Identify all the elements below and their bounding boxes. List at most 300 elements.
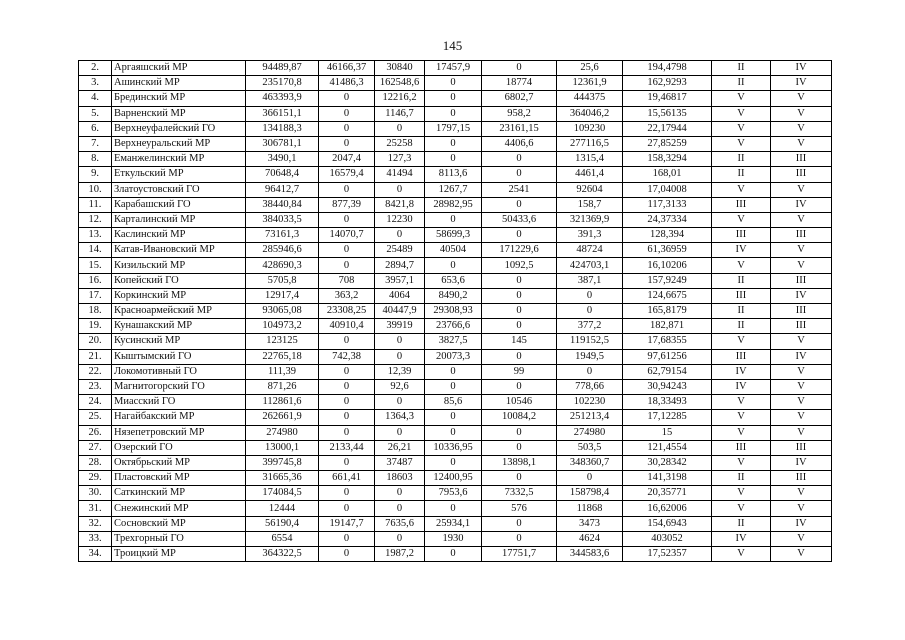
value-c-cell: 0 xyxy=(425,258,482,273)
class-a-cell: V xyxy=(712,425,771,440)
value-c-cell: 1930 xyxy=(425,531,482,546)
index-value-cell: 27,85259 xyxy=(623,136,712,151)
class-b-cell: IV xyxy=(771,197,832,212)
value-total-cell: 274980 xyxy=(246,425,319,440)
table-row xyxy=(79,288,832,303)
value-b-cell: 3957,1 xyxy=(375,273,425,288)
municipality-name-cell: Сосновский МР xyxy=(112,516,246,531)
table-row xyxy=(79,349,832,364)
row-number-cell: 30. xyxy=(79,486,112,501)
row-number-cell: 2. xyxy=(79,61,112,76)
value-b-cell: 25258 xyxy=(375,136,425,151)
value-total-cell: 94489,87 xyxy=(246,61,319,76)
value-a-cell: 0 xyxy=(319,91,375,106)
class-b-cell: III xyxy=(771,319,832,334)
value-a-cell: 0 xyxy=(319,425,375,440)
municipality-name-cell: Октябрьский МР xyxy=(112,455,246,470)
municipality-name-cell: Нагайбакский МР xyxy=(112,410,246,425)
row-number-cell: 28. xyxy=(79,455,112,470)
class-a-cell: V xyxy=(712,106,771,121)
value-c-cell: 0 xyxy=(425,76,482,91)
value-total-cell: 104973,2 xyxy=(246,319,319,334)
row-number-cell: 29. xyxy=(79,471,112,486)
municipality-name-cell: Пластовский МР xyxy=(112,471,246,486)
index-value-cell: 141,3198 xyxy=(623,471,712,486)
value-c-cell: 0 xyxy=(425,91,482,106)
value-d-cell: 23161,15 xyxy=(482,121,557,136)
value-a-cell: 877,39 xyxy=(319,197,375,212)
class-b-cell: III xyxy=(771,304,832,319)
municipality-name-cell: Троицкий МР xyxy=(112,547,246,562)
class-b-cell: V xyxy=(771,395,832,410)
value-d-cell: 18774 xyxy=(482,76,557,91)
index-value-cell: 20,35771 xyxy=(623,486,712,501)
value-e-cell: 48724 xyxy=(557,243,623,258)
row-number-cell: 17. xyxy=(79,288,112,303)
value-e-cell: 377,2 xyxy=(557,319,623,334)
table-row xyxy=(79,471,832,486)
value-c-cell: 0 xyxy=(425,106,482,121)
value-c-cell: 653,6 xyxy=(425,273,482,288)
value-e-cell: 424703,1 xyxy=(557,258,623,273)
value-d-cell: 0 xyxy=(482,440,557,455)
index-value-cell: 15,56135 xyxy=(623,106,712,121)
municipality-name-cell: Еманжелинский МР xyxy=(112,152,246,167)
value-a-cell: 0 xyxy=(319,395,375,410)
value-total-cell: 93065,08 xyxy=(246,304,319,319)
value-a-cell: 0 xyxy=(319,531,375,546)
index-value-cell: 157,9249 xyxy=(623,273,712,288)
value-d-cell: 50433,6 xyxy=(482,212,557,227)
table-row xyxy=(79,455,832,470)
class-a-cell: II xyxy=(712,319,771,334)
class-a-cell: II xyxy=(712,273,771,288)
value-e-cell: 11868 xyxy=(557,501,623,516)
class-b-cell: III xyxy=(771,440,832,455)
class-b-cell: V xyxy=(771,531,832,546)
index-value-cell: 17,04008 xyxy=(623,182,712,197)
value-b-cell: 0 xyxy=(375,531,425,546)
class-a-cell: II xyxy=(712,471,771,486)
index-value-cell: 62,79154 xyxy=(623,364,712,379)
index-value-cell: 117,3133 xyxy=(623,197,712,212)
class-a-cell: V xyxy=(712,121,771,136)
value-b-cell: 127,3 xyxy=(375,152,425,167)
value-a-cell: 40910,4 xyxy=(319,319,375,334)
municipality-name-cell: Кыштымский ГО xyxy=(112,349,246,364)
municipality-name-cell: Кунашакский МР xyxy=(112,319,246,334)
class-b-cell: III xyxy=(771,471,832,486)
class-b-cell: III xyxy=(771,228,832,243)
municipality-name-cell: Катав-Ивановский МР xyxy=(112,243,246,258)
value-b-cell: 0 xyxy=(375,395,425,410)
value-e-cell: 0 xyxy=(557,364,623,379)
value-total-cell: 174084,5 xyxy=(246,486,319,501)
municipality-name-cell: Карабашский ГО xyxy=(112,197,246,212)
value-b-cell: 0 xyxy=(375,228,425,243)
value-c-cell: 85,6 xyxy=(425,395,482,410)
index-value-cell: 121,4554 xyxy=(623,440,712,455)
value-e-cell: 92604 xyxy=(557,182,623,197)
municipality-name-cell: Еткульский МР xyxy=(112,167,246,182)
value-c-cell: 0 xyxy=(425,410,482,425)
table-row xyxy=(79,212,832,227)
row-number-cell: 22. xyxy=(79,364,112,379)
value-b-cell: 92,6 xyxy=(375,379,425,394)
value-total-cell: 56190,4 xyxy=(246,516,319,531)
value-total-cell: 364322,5 xyxy=(246,547,319,562)
row-number-cell: 7. xyxy=(79,136,112,151)
value-total-cell: 96412,7 xyxy=(246,182,319,197)
value-total-cell: 428690,3 xyxy=(246,258,319,273)
index-value-cell: 16,10206 xyxy=(623,258,712,273)
value-total-cell: 38440,84 xyxy=(246,197,319,212)
index-value-cell: 128,394 xyxy=(623,228,712,243)
value-e-cell: 1949,5 xyxy=(557,349,623,364)
value-d-cell: 10546 xyxy=(482,395,557,410)
municipality-name-cell: Озерский ГО xyxy=(112,440,246,455)
value-e-cell: 158798,4 xyxy=(557,486,623,501)
table-row xyxy=(79,243,832,258)
class-b-cell: III xyxy=(771,273,832,288)
class-a-cell: III xyxy=(712,440,771,455)
value-b-cell: 0 xyxy=(375,334,425,349)
row-number-cell: 31. xyxy=(79,501,112,516)
value-d-cell: 0 xyxy=(482,471,557,486)
row-number-cell: 21. xyxy=(79,349,112,364)
municipality-name-cell: Златоустовский ГО xyxy=(112,182,246,197)
value-b-cell: 0 xyxy=(375,121,425,136)
class-a-cell: III xyxy=(712,288,771,303)
municipality-name-cell: Красноармейский МР xyxy=(112,304,246,319)
municipality-name-cell: Варненский МР xyxy=(112,106,246,121)
value-a-cell: 0 xyxy=(319,243,375,258)
class-b-cell: V xyxy=(771,334,832,349)
value-total-cell: 262661,9 xyxy=(246,410,319,425)
table-row xyxy=(79,364,832,379)
class-b-cell: III xyxy=(771,167,832,182)
row-number-cell: 16. xyxy=(79,273,112,288)
value-total-cell: 73161,3 xyxy=(246,228,319,243)
value-e-cell: 1315,4 xyxy=(557,152,623,167)
value-total-cell: 12444 xyxy=(246,501,319,516)
municipality-name-cell: Кизильский МР xyxy=(112,258,246,273)
table-row xyxy=(79,395,832,410)
value-e-cell: 109230 xyxy=(557,121,623,136)
index-value-cell: 403052 xyxy=(623,531,712,546)
row-number-cell: 4. xyxy=(79,91,112,106)
table-row xyxy=(79,228,832,243)
value-e-cell: 4461,4 xyxy=(557,167,623,182)
municipality-name-cell: Копейский ГО xyxy=(112,273,246,288)
value-e-cell: 778,66 xyxy=(557,379,623,394)
municipality-name-cell: Нязепетровский МР xyxy=(112,425,246,440)
value-d-cell: 958,2 xyxy=(482,106,557,121)
value-d-cell: 0 xyxy=(482,167,557,182)
index-value-cell: 165,8179 xyxy=(623,304,712,319)
value-c-cell: 25934,1 xyxy=(425,516,482,531)
value-b-cell: 41494 xyxy=(375,167,425,182)
index-value-cell: 30,28342 xyxy=(623,455,712,470)
value-e-cell: 158,7 xyxy=(557,197,623,212)
table-row xyxy=(79,273,832,288)
table-row xyxy=(79,197,832,212)
value-total-cell: 111,39 xyxy=(246,364,319,379)
value-a-cell: 708 xyxy=(319,273,375,288)
value-total-cell: 3490,1 xyxy=(246,152,319,167)
value-total-cell: 112861,6 xyxy=(246,395,319,410)
value-d-cell: 0 xyxy=(482,516,557,531)
value-a-cell: 0 xyxy=(319,455,375,470)
index-value-cell: 194,4798 xyxy=(623,61,712,76)
municipality-name-cell: Миасский ГО xyxy=(112,395,246,410)
class-a-cell: III xyxy=(712,349,771,364)
value-a-cell: 23308,25 xyxy=(319,304,375,319)
value-d-cell: 7332,5 xyxy=(482,486,557,501)
class-b-cell: V xyxy=(771,182,832,197)
value-d-cell: 0 xyxy=(482,304,557,319)
value-b-cell: 4064 xyxy=(375,288,425,303)
municipality-name-cell: Ашинский МР xyxy=(112,76,246,91)
class-a-cell: II xyxy=(712,152,771,167)
value-total-cell: 306781,1 xyxy=(246,136,319,151)
value-d-cell: 0 xyxy=(482,61,557,76)
row-number-cell: 20. xyxy=(79,334,112,349)
value-c-cell: 1797,15 xyxy=(425,121,482,136)
class-b-cell: V xyxy=(771,91,832,106)
row-number-cell: 6. xyxy=(79,121,112,136)
value-a-cell: 0 xyxy=(319,106,375,121)
class-a-cell: III xyxy=(712,197,771,212)
value-b-cell: 12216,2 xyxy=(375,91,425,106)
page-number: 145 xyxy=(442,38,463,53)
value-total-cell: 6554 xyxy=(246,531,319,546)
value-d-cell: 0 xyxy=(482,228,557,243)
class-a-cell: IV xyxy=(712,364,771,379)
value-e-cell: 4624 xyxy=(557,531,623,546)
municipality-name-cell: Каслинский МР xyxy=(112,228,246,243)
value-total-cell: 123125 xyxy=(246,334,319,349)
value-d-cell: 171229,6 xyxy=(482,243,557,258)
value-total-cell: 70648,4 xyxy=(246,167,319,182)
municipality-name-cell: Верхнеуральский МР xyxy=(112,136,246,151)
value-a-cell: 0 xyxy=(319,334,375,349)
value-e-cell: 391,3 xyxy=(557,228,623,243)
class-b-cell: IV xyxy=(771,455,832,470)
index-value-cell: 22,17944 xyxy=(623,121,712,136)
class-b-cell: IV xyxy=(771,349,832,364)
value-c-cell: 10336,95 xyxy=(425,440,482,455)
municipality-name-cell: Магнитогорский ГО xyxy=(112,379,246,394)
municipality-name-cell: Брединский МР xyxy=(112,91,246,106)
class-b-cell: III xyxy=(771,152,832,167)
index-value-cell: 162,9293 xyxy=(623,76,712,91)
value-c-cell: 0 xyxy=(425,455,482,470)
table-row xyxy=(79,121,832,136)
value-d-cell: 13898,1 xyxy=(482,455,557,470)
class-a-cell: V xyxy=(712,501,771,516)
class-a-cell: IV xyxy=(712,379,771,394)
value-d-cell: 0 xyxy=(482,425,557,440)
value-b-cell: 25489 xyxy=(375,243,425,258)
value-a-cell: 0 xyxy=(319,182,375,197)
class-a-cell: IV xyxy=(712,243,771,258)
value-a-cell: 0 xyxy=(319,136,375,151)
value-e-cell: 3473 xyxy=(557,516,623,531)
value-c-cell: 58699,3 xyxy=(425,228,482,243)
municipality-name-cell: Коркинский МР xyxy=(112,288,246,303)
value-total-cell: 12917,4 xyxy=(246,288,319,303)
municipality-name-cell: Локомотивный ГО xyxy=(112,364,246,379)
index-value-cell: 17,52357 xyxy=(623,547,712,562)
row-number-cell: 14. xyxy=(79,243,112,258)
municipality-name-cell: Карталинский МР xyxy=(112,212,246,227)
value-total-cell: 366151,1 xyxy=(246,106,319,121)
value-d-cell: 2541 xyxy=(482,182,557,197)
value-d-cell: 0 xyxy=(482,152,557,167)
value-b-cell: 0 xyxy=(375,425,425,440)
municipality-name-cell: Верхнеуфалейский ГО xyxy=(112,121,246,136)
value-total-cell: 5705,8 xyxy=(246,273,319,288)
value-b-cell: 30840 xyxy=(375,61,425,76)
table-row xyxy=(79,61,832,76)
class-a-cell: IV xyxy=(712,531,771,546)
class-b-cell: V xyxy=(771,258,832,273)
value-e-cell: 0 xyxy=(557,304,623,319)
row-number-cell: 12. xyxy=(79,212,112,227)
value-c-cell: 0 xyxy=(425,212,482,227)
value-b-cell: 1364,3 xyxy=(375,410,425,425)
table-row xyxy=(79,304,832,319)
value-e-cell: 344583,6 xyxy=(557,547,623,562)
table-row xyxy=(79,379,832,394)
table-row xyxy=(79,547,832,562)
index-value-cell: 19,46817 xyxy=(623,91,712,106)
value-a-cell: 0 xyxy=(319,501,375,516)
class-b-cell: IV xyxy=(771,288,832,303)
value-d-cell: 0 xyxy=(482,531,557,546)
value-e-cell: 277116,5 xyxy=(557,136,623,151)
row-number-cell: 10. xyxy=(79,182,112,197)
index-value-cell: 124,6675 xyxy=(623,288,712,303)
row-number-cell: 3. xyxy=(79,76,112,91)
value-c-cell: 28982,95 xyxy=(425,197,482,212)
table-row xyxy=(79,486,832,501)
value-c-cell: 20073,3 xyxy=(425,349,482,364)
class-b-cell: V xyxy=(771,547,832,562)
table-row xyxy=(79,334,832,349)
value-c-cell: 7953,6 xyxy=(425,486,482,501)
class-b-cell: IV xyxy=(771,76,832,91)
value-total-cell: 384033,5 xyxy=(246,212,319,227)
table-row xyxy=(79,91,832,106)
table-row xyxy=(79,531,832,546)
value-c-cell: 23766,6 xyxy=(425,319,482,334)
value-c-cell: 0 xyxy=(425,364,482,379)
value-e-cell: 444375 xyxy=(557,91,623,106)
value-e-cell: 119152,5 xyxy=(557,334,623,349)
row-number-cell: 26. xyxy=(79,425,112,440)
value-total-cell: 871,26 xyxy=(246,379,319,394)
value-b-cell: 162548,6 xyxy=(375,76,425,91)
row-number-cell: 25. xyxy=(79,410,112,425)
row-number-cell: 27. xyxy=(79,440,112,455)
class-b-cell: V xyxy=(771,425,832,440)
class-a-cell: II xyxy=(712,516,771,531)
value-e-cell: 364046,2 xyxy=(557,106,623,121)
index-value-cell: 15 xyxy=(623,425,712,440)
value-e-cell: 387,1 xyxy=(557,273,623,288)
row-number-cell: 15. xyxy=(79,258,112,273)
class-b-cell: V xyxy=(771,379,832,394)
class-a-cell: II xyxy=(712,167,771,182)
table-row xyxy=(79,136,832,151)
index-value-cell: 18,33493 xyxy=(623,395,712,410)
row-number-cell: 34. xyxy=(79,547,112,562)
value-e-cell: 102230 xyxy=(557,395,623,410)
value-b-cell: 0 xyxy=(375,349,425,364)
value-e-cell: 0 xyxy=(557,288,623,303)
value-d-cell: 4406,6 xyxy=(482,136,557,151)
value-a-cell: 742,38 xyxy=(319,349,375,364)
class-a-cell: II xyxy=(712,76,771,91)
value-c-cell: 8490,2 xyxy=(425,288,482,303)
value-a-cell: 0 xyxy=(319,486,375,501)
class-b-cell: IV xyxy=(771,516,832,531)
table-row xyxy=(79,167,832,182)
value-b-cell: 39919 xyxy=(375,319,425,334)
value-e-cell: 321369,9 xyxy=(557,212,623,227)
table-row xyxy=(79,106,832,121)
value-c-cell: 0 xyxy=(425,547,482,562)
value-a-cell: 41486,3 xyxy=(319,76,375,91)
value-c-cell: 0 xyxy=(425,136,482,151)
value-d-cell: 1092,5 xyxy=(482,258,557,273)
value-c-cell: 1267,7 xyxy=(425,182,482,197)
table-row xyxy=(79,258,832,273)
value-d-cell: 17751,7 xyxy=(482,547,557,562)
value-a-cell: 0 xyxy=(319,379,375,394)
value-a-cell: 0 xyxy=(319,121,375,136)
class-b-cell: V xyxy=(771,121,832,136)
value-d-cell: 0 xyxy=(482,273,557,288)
value-b-cell: 40447,9 xyxy=(375,304,425,319)
value-total-cell: 22765,18 xyxy=(246,349,319,364)
class-b-cell: V xyxy=(771,212,832,227)
row-number-cell: 8. xyxy=(79,152,112,167)
value-a-cell: 19147,7 xyxy=(319,516,375,531)
value-a-cell: 2047,4 xyxy=(319,152,375,167)
value-b-cell: 26,21 xyxy=(375,440,425,455)
value-total-cell: 134188,3 xyxy=(246,121,319,136)
index-value-cell: 16,62006 xyxy=(623,501,712,516)
value-b-cell: 1146,7 xyxy=(375,106,425,121)
row-number-cell: 19. xyxy=(79,319,112,334)
index-value-cell: 168,01 xyxy=(623,167,712,182)
index-value-cell: 61,36959 xyxy=(623,243,712,258)
row-number-cell: 24. xyxy=(79,395,112,410)
class-a-cell: V xyxy=(712,334,771,349)
table-row xyxy=(79,76,832,91)
value-e-cell: 503,5 xyxy=(557,440,623,455)
value-d-cell: 6802,7 xyxy=(482,91,557,106)
value-a-cell: 14070,7 xyxy=(319,228,375,243)
value-b-cell: 37487 xyxy=(375,455,425,470)
value-a-cell: 46166,37 xyxy=(319,61,375,76)
class-a-cell: V xyxy=(712,136,771,151)
table-row xyxy=(79,425,832,440)
value-a-cell: 0 xyxy=(319,547,375,562)
